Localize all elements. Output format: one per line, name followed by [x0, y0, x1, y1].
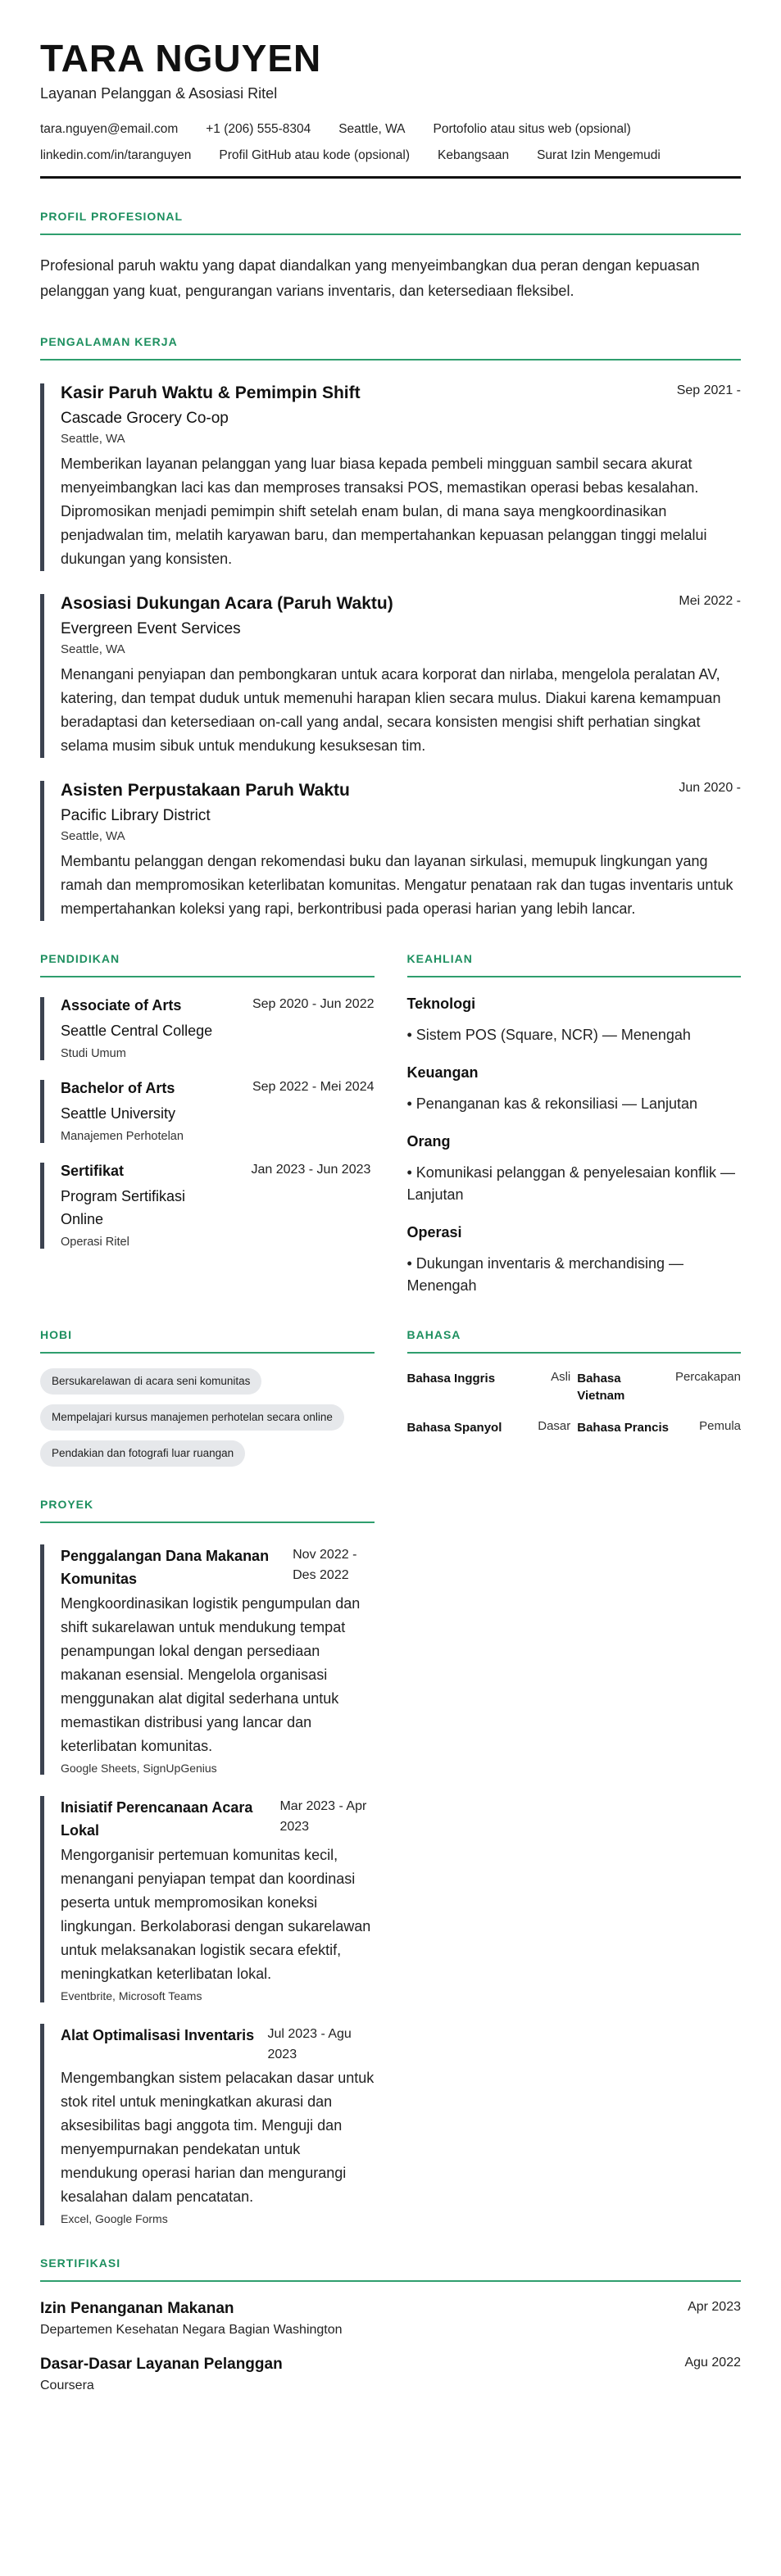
certification-title: Dasar-Dasar Layanan Pelanggan [40, 2356, 283, 2373]
hobbies-section [40, 1328, 375, 1467]
projects-row [40, 1498, 741, 2225]
skill-item: • Penanganan kas & rekonsiliasi — Lanjutan [406, 1095, 698, 1112]
certification-issuer: Coursera [40, 2379, 94, 2392]
header-divider [40, 176, 741, 179]
section-heading: PENGALAMAN KERJA [40, 335, 741, 361]
school-name: Seattle University [61, 1105, 176, 1122]
contact-email: tara.nguyen@email.com [40, 122, 179, 136]
project-tools: Excel, Google Forms [61, 2212, 168, 2225]
education-skills-row [40, 952, 741, 1297]
skill-category: Orang [406, 1133, 451, 1150]
project-title: Penggalangan Dana Makanan Komunitas [61, 1548, 270, 1587]
section-heading: HOBI [40, 1328, 375, 1354]
job-title: Asisten Perpustakaan Paruh Waktu [61, 781, 350, 800]
education-entry [40, 997, 375, 1060]
hobby-chip: Pendakian dan fotografi luar ruangan [40, 1440, 245, 1467]
language-level: Asli [551, 1370, 571, 1384]
skills-section [407, 952, 742, 1297]
languages-section [407, 1328, 742, 1467]
language-item [407, 1370, 571, 1404]
section-heading: PROYEK [40, 1498, 375, 1523]
language-name: Bahasa Prancis [577, 1421, 669, 1435]
projects-section [40, 1498, 375, 2225]
certification-date: Apr 2023 [688, 2300, 741, 2314]
certifications-section [40, 2256, 741, 2393]
education-date: Sep 2022 - Mei 2024 [252, 1080, 375, 1094]
skill-item: • Komunikasi pelanggan & penyelesaian konflik — Lanjutan [406, 1164, 736, 1203]
skill-item: • Sistem POS (Square, NCR) — Menengah [406, 1027, 691, 1043]
job-date: Sep 2021 - [676, 383, 741, 397]
company-name: Cascade Grocery Co-op [61, 410, 229, 427]
degree-title: Sertifikat [61, 1163, 125, 1179]
certification-entry [40, 2300, 741, 2338]
job-title: Kasir Paruh Waktu & Pemimpin Shift [61, 383, 361, 402]
project-date: Jul 2023 - Agu 2023 [267, 2027, 352, 2061]
job-description: Menangani penyiapan dan pembongkaran untuk acara korporat dan nirlaba, mengelola peralatan AV, katering, dan tempat duduk untuk memenuhi harapan klien secara mulus. Diakui karena kemampuan beradaptasi dan ketersediaan on-call yang andal, secara konsisten mengisi shift perhatian singkat selama musim sibuk untuk mendukung kesuksesan tim. [61, 666, 721, 754]
skill-item: • Dukungan inventaris & merchandising — Menengah [406, 1255, 683, 1294]
education-date: Jan 2023 - Jun 2023 [251, 1163, 371, 1177]
language-name: Bahasa Inggris [406, 1372, 496, 1386]
experience-entry [40, 781, 741, 921]
language-name: Bahasa Spanyol [406, 1421, 502, 1435]
skill-group [407, 1064, 742, 1115]
job-title: Asosiasi Dukungan Acara (Paruh Waktu) [61, 594, 393, 613]
project-description: Mengorganisir pertemuan komunitas kecil, menangani penyiapan tempat dan koordinasi peserta untuk mempromosikan koneksi lingkungan. Berkolaborasi dengan sukarelawan untuk melaksanakan logistik secara efektif, meningkatkan keterlibatan lokal. [61, 1847, 371, 1982]
certification-issuer: Departemen Kesehatan Negara Bagian Washington [40, 2323, 343, 2337]
language-list [407, 1370, 742, 1436]
hobby-chip: Mempelajari kursus manajemen perhotelan secara online [40, 1404, 344, 1431]
job-location: Seattle, WA [61, 642, 125, 656]
skill-group [407, 1133, 742, 1206]
education-section [40, 952, 375, 1297]
summary-text: Profesional paruh waktu yang dapat diandalkan yang menyeimbangkan dua peran dengan kepuasan pelanggan yang kuat, pengurangan varians inventaris, dan ketersediaan fleksibel. [40, 257, 700, 299]
project-date: Nov 2022 - Des 2022 [293, 1548, 357, 1582]
section-heading: PENDIDIKAN [40, 952, 375, 977]
company-name: Pacific Library District [61, 807, 211, 824]
project-title: Alat Optimalisasi Inventaris [61, 2027, 255, 2043]
skill-category: Keuangan [406, 1064, 479, 1081]
language-name: Bahasa Vietnam [577, 1372, 625, 1403]
language-item [577, 1419, 741, 1436]
resume-header [40, 36, 741, 179]
contact-driving-license: Surat Izin Mengemudi [537, 148, 661, 162]
contact-github: Profil GitHub atau kode (opsional) [219, 148, 411, 162]
job-description: Memberikan layanan pelanggan yang luar biasa kepada pembeli mingguan sambil secara akurat menyeimbangkan laci kas dan memproses transaksi POS, memastikan operasi bebas kesalahan. Dipromosikan menjadi pemimpin shift setelah enam bulan, di mana saya mengkoordinasikan penjadwalan tim, melatih karyawan baru, dan mempertahankan kepuasan pelanggan tinggi melalui dukungan yang konsisten. [61, 456, 707, 567]
contact-list [40, 122, 741, 163]
degree-title: Bachelor of Arts [61, 1080, 175, 1096]
hobbies-languages-row [40, 1328, 741, 1467]
language-item [577, 1370, 741, 1404]
language-level: Dasar [538, 1419, 571, 1433]
school-name: Program Sertifikasi Online [61, 1188, 186, 1227]
section-heading: BAHASA [407, 1328, 742, 1354]
language-level: Pemula [699, 1419, 741, 1433]
hobby-list [40, 1368, 375, 1467]
candidate-name: TARA NGUYEN [40, 37, 322, 79]
project-description: Mengkoordinasikan logistik pengumpulan dan shift sukarelawan untuk mendukung tempat penampungan lokal dengan persediaan makanan esensial. Mengelola organisasi menggunakan alat digital sederhana untuk memastikan distribusi yang lancar dan keterlibatan komunitas. [61, 1595, 361, 1754]
contact-phone: +1 (206) 555-8304 [206, 122, 311, 136]
candidate-headline: Layanan Pelanggan & Asosiasi Ritel [40, 85, 278, 102]
skill-category: Teknologi [406, 995, 476, 1012]
skill-group [407, 1224, 742, 1297]
hobby-chip: Bersukarelawan di acara seni komunitas [40, 1368, 261, 1395]
project-title: Inisiatif Perencanaan Acara Lokal [61, 1799, 253, 1839]
company-name: Evergreen Event Services [61, 620, 241, 637]
section-heading: SERTIFIKASI [40, 2256, 741, 2282]
contact-nationality: Kebangsaan [438, 148, 510, 162]
certification-entry [40, 2356, 741, 2393]
section-heading: PROFIL PROFESIONAL [40, 210, 741, 235]
degree-title: Associate of Arts [61, 997, 182, 1014]
education-entry [40, 1080, 375, 1143]
contact-portfolio: Portofolio atau situs web (opsional) [433, 122, 631, 136]
education-entry [40, 1163, 375, 1249]
field-of-study: Operasi Ritel [61, 1236, 129, 1249]
job-description: Membantu pelanggan dengan rekomendasi buku dan layanan sirkulasi, memupuk lingkungan yang ramah dan mempromosikan keterlibatan komunitas. Mengatur penataan rak dan tugas inventaris untuk mempertahankan koleksi yang rapi, berkontribusi pada operasi harian yang lebih lancar. [61, 853, 733, 917]
experience-entry [40, 594, 741, 758]
certification-date: Agu 2022 [684, 2356, 741, 2370]
skill-group [407, 995, 742, 1046]
language-item [407, 1419, 571, 1436]
project-tools: Eventbrite, Microsoft Teams [61, 1989, 202, 2002]
skill-category: Operasi [406, 1224, 462, 1240]
summary-section [40, 210, 741, 304]
field-of-study: Manajemen Perhotelan [61, 1130, 184, 1143]
project-tools: Google Sheets, SignUpGenius [61, 1762, 217, 1775]
contact-linkedin: linkedin.com/in/taranguyen [40, 148, 192, 162]
project-entry [40, 2024, 375, 2225]
projects-right-empty [407, 1498, 742, 2225]
section-heading: KEAHLIAN [407, 952, 742, 977]
certification-title: Izin Penanganan Makanan [40, 2300, 234, 2317]
job-date: Mei 2022 - [679, 594, 741, 608]
field-of-study: Studi Umum [61, 1047, 126, 1060]
project-entry [40, 1796, 375, 2002]
language-level: Percakapan [674, 1370, 741, 1384]
job-date: Jun 2020 - [679, 781, 741, 795]
experience-entry [40, 383, 741, 571]
school-name: Seattle Central College [61, 1023, 213, 1039]
contact-location: Seattle, WA [338, 122, 406, 136]
experience-section [40, 335, 741, 921]
job-location: Seattle, WA [61, 432, 125, 446]
job-location: Seattle, WA [61, 829, 125, 843]
project-description: Mengembangkan sistem pelacakan dasar untuk stok ritel untuk meningkatkan akurasi dan aksesibilitas bagi anggota tim. Menguji dan menyempurnakan pendekatan untuk mendukung operasi harian dan mengurangi kesalahan dalam pencatatan. [61, 2070, 375, 2205]
project-entry [40, 1544, 375, 1775]
education-date: Sep 2020 - Jun 2022 [252, 997, 375, 1011]
project-date: Mar 2023 - Apr 2023 [279, 1799, 367, 1834]
